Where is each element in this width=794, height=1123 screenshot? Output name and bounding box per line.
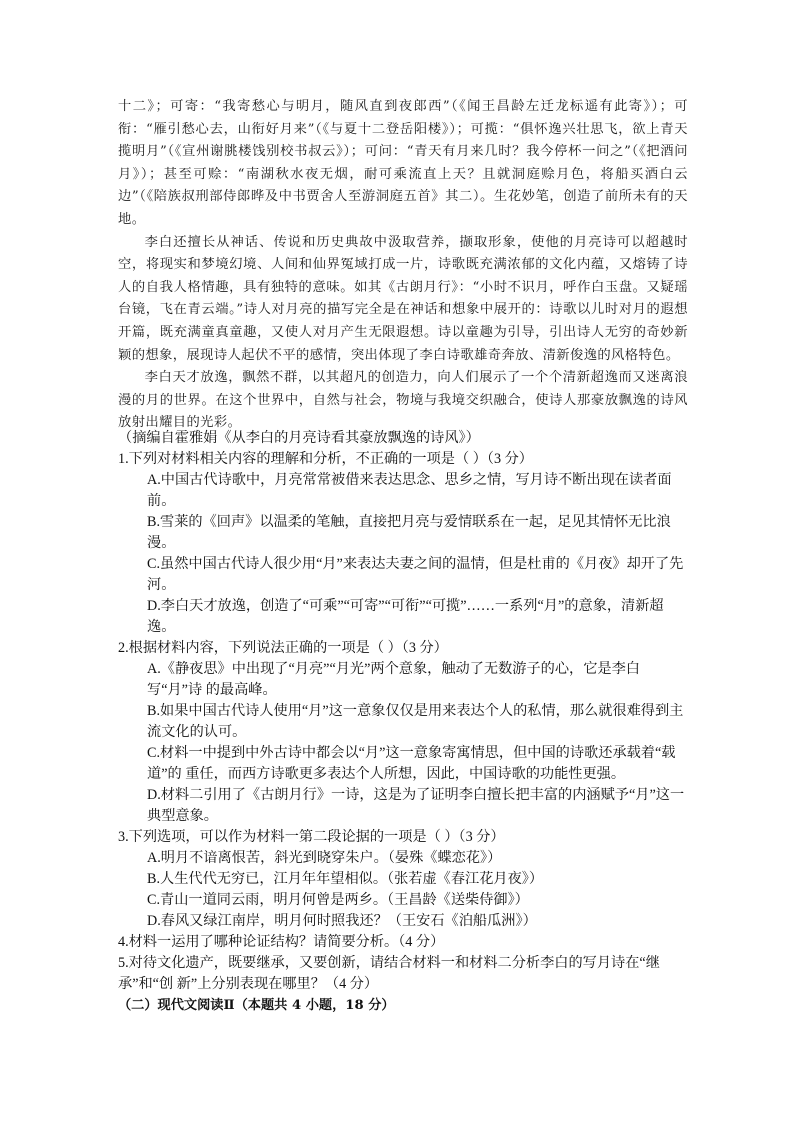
passage-paragraph: 李白天才放逸，飘然不群，以其超凡的创造力，向人们展示了一个个清新超逸而又迷离浪漫的月的世界。在这个世界中，自然与社会，物境与我境交织融合，使诗人那豪放飘逸的诗风放射出耀目的光彩。: [118, 370, 688, 431]
passage-paragraph: 李白还擅长从神话、传说和历史典故中汲取营养，撷取形象，使他的月亮诗可以超越时空，将现实和梦境幻境、人间和仙界冤域打成一片，诗歌既充满浓郁的文化内蕴，又熔铸了诗人的自我人格情趣，具有独特的意味。如其《古朗月行》：“小时不识月，呼作白玉盘。又疑瑶台镜，飞在青云端。”诗人对月亮的描写完全是在神话和想象中展开的：诗歌以儿时对月的遐想开篇，既充满童真童趣，又使人对月产生无限遐想。诗以童趣为引导，引出诗人无穷的奇妙新颖的想象，展现诗人起伏不平的感情，突出体现了李白诗歌雄奇奔放、清新俊逸的风格特色。: [118, 234, 688, 363]
question-1-option-d: D.李白天才放逸，创造了“可乘”“可寄”“可衔”“可揽”……一系列“月”的意象，清新超逸。: [147, 598, 664, 635]
questions-block: [118, 428, 690, 1016]
passage-paragraph: 十二》；可寄：“我寄愁心与明月，随风直到夜郎西”（《闻王昌龄左迁龙标遥有此寄》）；可衔：“雁引愁心去，山衔好月来”（《与夏十二登岳阳楼》）；可揽：“俱怀逸兴壮思飞，欲上青天揽明月”（《宣州谢朓楼饯别校书叔云》）；可问：“青天有月来几时？我今停杯一问之”（《把酒问月》）；甚至可赊：“南湖秋水夜无烟，耐可乘流直上天？且就洞庭赊月色，将船买酒白云边”（《陪族叔刑部侍郎晔及中书贾舍人至游洞庭五首》其二）。生花妙笔，创造了前所未有的天地。: [118, 99, 688, 227]
question-1-option-c: C.虽然中国古代诗人很少用“月”来表达夫妻之间的温情，但是杜甫的《月夜》却开了先河。: [147, 556, 684, 593]
question-2-option-b: B.如果中国古代诗人使用“月”这一意象仅仅是用来表达个人的私情，那么就很难得到主流文化的认可。: [147, 703, 684, 740]
question-3-option-a: A.明月不谙离恨苦，斜光到晓穿朱户。（晏殊《蝶恋花》）: [147, 850, 502, 866]
question-2-stem: 2.根据材料内容，下列说法正确的一项是（ ）（3 分）: [118, 640, 448, 656]
question-3-stem: 3.下列选项，可以作为材料一第二段论据的一项是（ ）（3 分）: [118, 829, 505, 845]
question-2-option-c: C.材料一中提到中外古诗中都会以“月”这一意象寄寓情思，但中国的诗歌还承载着“载道”的 重任，而西方诗歌更多表达个人所想，因此，中国诗歌的功能性更强。: [147, 745, 676, 782]
question-3-option-c: C.青山一道同云雨，明月何曾是两乡。（王昌龄《送柴侍御》）: [147, 892, 529, 908]
question-5-stem: 5.对待文化遗产，既要继承，又要创新，请结合材料一和材料二分析李白的写月诗在“继承”和“创 新”上分别表现在哪里？（4 分）: [118, 955, 660, 992]
section-heading: （二）现代文阅读Ⅱ（本题共 4 小题，18 分）: [118, 998, 395, 1013]
question-2-option-a: A.《静夜思》中出现了“月亮”“月光”两个意象，触动了无数游子的心，它是李白写“月”诗 的最高峰。: [147, 661, 640, 698]
question-2-option-d: D.材料二引用了《古朗月行》一诗，这是为了证明李白擅长把丰富的内涵赋予“月”这一典型意象。: [147, 787, 685, 824]
question-1-stem: 1.下列对材料相关内容的理解和分析，不正确的一项是（ ）（3 分）: [118, 451, 533, 467]
question-4-stem: 4.材料一运用了哪种论证结构？请简要分析。（4 分）: [118, 934, 445, 950]
question-3-option-d: D.春风又绿江南岸，明月何时照我还？（王安石《泊船瓜洲》）: [147, 913, 537, 929]
question-1-option-a: A.中国古代诗歌中，月亮常常被借来表达思念、思乡之情，写月诗不断出现在读者面前。: [147, 472, 672, 509]
source-citation: （摘编自霍雅娟《从李白的月亮诗看其豪放飘逸的诗风》）: [118, 430, 480, 446]
question-3-option-b: B.人生代代无穷已，江月年年望相似。（张若虚《春江花月夜》）: [147, 871, 544, 887]
passage-handwritten: [118, 96, 688, 435]
question-1-option-b: B.雪莱的《回声》以温柔的笔触，直接把月亮与爱情联系在一起，足见其情怀无比浪漫。: [147, 514, 671, 551]
